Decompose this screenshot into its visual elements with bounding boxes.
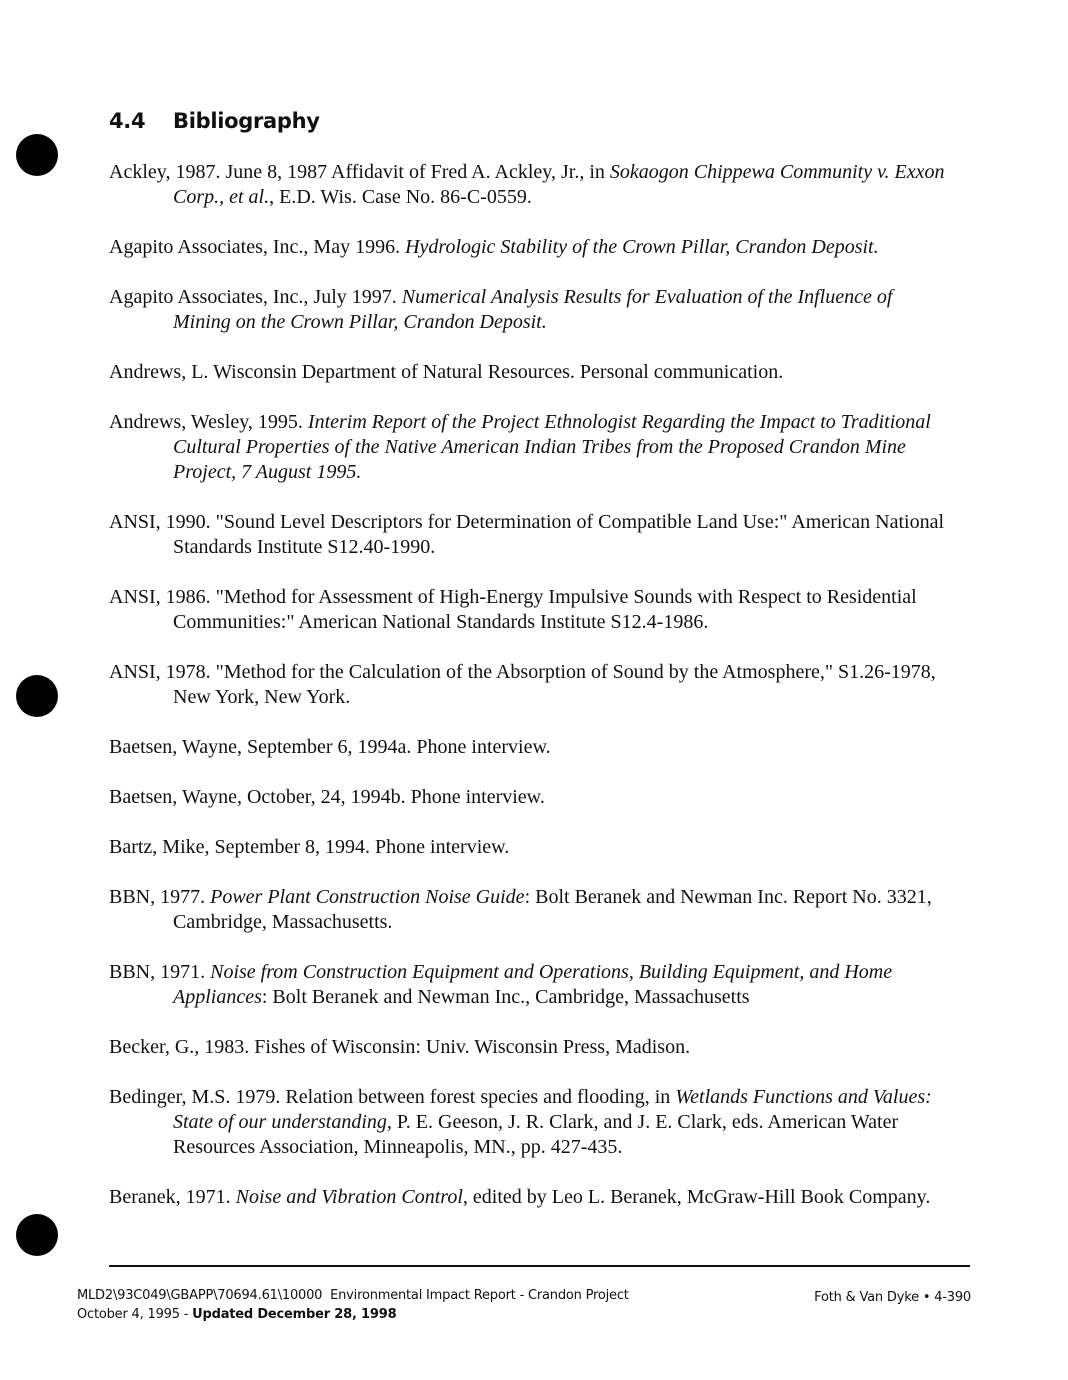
bibliography-entry xyxy=(109,235,949,260)
entry-text: Andrews, L. Wisconsin Department of Natural Resources. Personal communication. xyxy=(109,361,784,383)
footer-line-1 xyxy=(77,1286,629,1305)
bibliography-list xyxy=(109,160,949,1235)
section-heading xyxy=(109,105,320,137)
bibliography-entry xyxy=(109,285,949,335)
footer-firm-name: Foth & Van Dyke xyxy=(814,1290,919,1305)
entry-text: ANSI, 1990. "Sound Level Descriptors for Determination of Compatible Land Use:" American National Standards Institute S12.40-1990. xyxy=(109,511,945,558)
entry-text: : Bolt Beranek and Newman Inc., Cambridge, Massachusetts xyxy=(261,986,750,1008)
entry-title-italic: Noise and Vibration Control xyxy=(235,1186,463,1208)
entry-text: Bedinger, M.S. 1979. Relation between forest species and flooding, in xyxy=(109,1086,676,1108)
entry-title-italic: Wetlands Functions and Values: State of our understanding, xyxy=(173,1086,932,1133)
footer-bullet: • xyxy=(922,1290,931,1305)
entry-text: Andrews, Wesley, 1995. xyxy=(109,411,308,433)
entry-text: ANSI, 1986. "Method for Assessment of High-Energy Impulsive Sounds with Respect to Residential Communities:" American National Standards Institute S12.4-1986. xyxy=(109,586,917,633)
entry-text: Baetsen, Wayne, October, 24, 1994b. Phone interview. xyxy=(109,786,545,808)
binder-hole-bottom xyxy=(16,1214,58,1256)
footer-line-2 xyxy=(77,1305,629,1324)
entry-text: Baetsen, Wayne, September 6, 1994a. Phone interview. xyxy=(109,736,551,758)
bibliography-entry xyxy=(109,160,949,210)
entry-text: Agapito Associates, Inc., July 1997. xyxy=(109,286,402,308)
footer-page-info xyxy=(814,1288,971,1307)
footer-updated-date: Updated December 28, 1998 xyxy=(192,1307,397,1322)
page-number: 4-390 xyxy=(934,1290,971,1305)
entry-text: Bartz, Mike, September 8, 1994. Phone interview. xyxy=(109,836,510,858)
entry-text: Becker, G., 1983. Fishes of Wisconsin: Univ. Wisconsin Press, Madison. xyxy=(109,1036,691,1058)
footer-file-path: MLD2\93C049\GBAPP\70694.61\10000 xyxy=(77,1288,323,1303)
entry-text: , E.D. Wis. Case No. 86-C-0559. xyxy=(269,186,532,208)
entry-title-italic: Hydrologic Stability of the Crown Pillar, Crandon Deposit. xyxy=(405,236,879,258)
entry-text: Beranek, 1971. xyxy=(109,1186,236,1208)
bibliography-entry xyxy=(109,410,949,485)
entry-text: , edited by Leo L. Beranek, McGraw-Hill Book Company. xyxy=(462,1186,931,1208)
bibliography-entry xyxy=(109,735,949,760)
binder-hole-top xyxy=(16,134,58,176)
bibliography-entry xyxy=(109,1085,949,1160)
bibliography-entry xyxy=(109,510,949,560)
bibliography-entry xyxy=(109,1035,949,1060)
entry-title-italic: Sokaogon Chippewa Community v. Exxon Corp., et al. xyxy=(173,161,945,208)
binder-hole-middle xyxy=(16,675,58,717)
entry-text: BBN, 1977. xyxy=(109,886,211,908)
entry-text: Agapito Associates, Inc., May 1996. xyxy=(109,236,406,258)
entry-text: P. E. Geeson, J. R. Clark, and J. E. Clark, eds. American Water Resources Association, Minneapolis, MN., pp. 427-435. xyxy=(173,1111,899,1158)
entry-title-italic: Numerical Analysis Results for Evaluation of the Influence of Mining on the Crown Pillar, Crandon Deposit. xyxy=(173,286,893,333)
entry-text: : Bolt Beranek and Newman Inc. Report No. 3321, Cambridge, Massachusetts. xyxy=(173,886,932,933)
section-title: Bibliography xyxy=(173,109,320,133)
bibliography-entry xyxy=(109,360,949,385)
entry-title-italic: Interim Report of the Project Ethnologist Regarding the Impact to Traditional Cultural Properties of the Native American Indian Tribes from the Proposed Crandon Mine Project, 7 August 1995. xyxy=(173,411,931,483)
entry-text: ANSI, 1978. "Method for the Calculation of the Absorption of Sound by the Atmosphere," S1.26-1978, New York, New York. xyxy=(109,661,936,708)
footer-document-info xyxy=(77,1286,629,1324)
bibliography-entry xyxy=(109,1185,949,1210)
entry-text: BBN, 1971. xyxy=(109,961,211,983)
bibliography-entry xyxy=(109,585,949,635)
entry-text: Ackley, 1987. June 8, 1987 Affidavit of Fred A. Ackley, Jr., in xyxy=(109,161,610,183)
bibliography-entry xyxy=(109,785,949,810)
entry-title-italic: Noise from Construction Equipment and Operations, Building Equipment, and Home Appliances xyxy=(173,961,893,1008)
footer-divider xyxy=(109,1265,970,1267)
bibliography-entry xyxy=(109,960,949,1010)
entry-title-italic: Power Plant Construction Noise Guide xyxy=(210,886,525,908)
bibliography-entry xyxy=(109,885,949,935)
footer-date: October 4, 1995 - xyxy=(77,1307,193,1322)
bibliography-entry xyxy=(109,660,949,710)
footer-report-title: Environmental Impact Report - Crandon Project xyxy=(330,1288,629,1303)
bibliography-entry xyxy=(109,835,949,860)
section-number: 4.4 xyxy=(109,109,146,133)
